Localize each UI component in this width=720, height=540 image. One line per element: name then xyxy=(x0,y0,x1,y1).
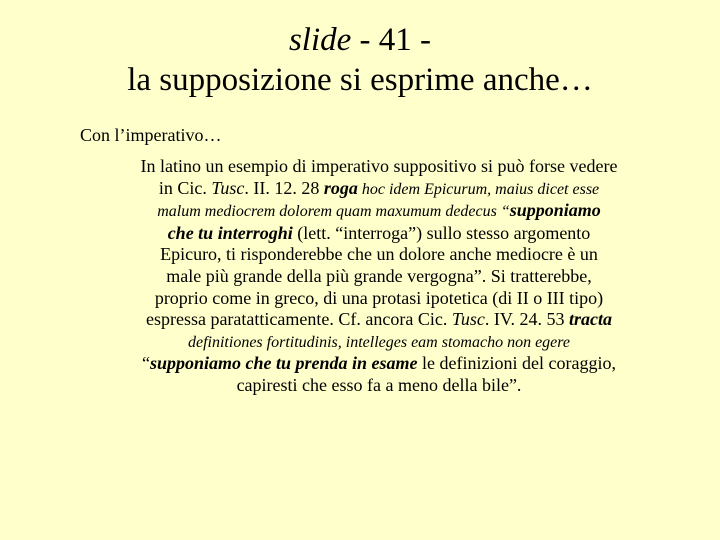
slide-subtitle: la supposizione si esprime anche… xyxy=(127,62,593,98)
para-line-3 xyxy=(82,200,676,223)
text-run-bold-italic: tracta xyxy=(569,309,613,330)
text-run: espressa paratatticamente. Cf. ancora Cic. xyxy=(145,309,452,330)
slide-label: slide xyxy=(288,22,352,58)
text-run-italic: malum mediocrem dolorem quam maxumum dedecus “ xyxy=(157,203,510,221)
text-run: le definizioni del coraggio, xyxy=(417,353,616,374)
text-run-bold-italic: roga xyxy=(323,177,358,198)
para-line-6: male più grande della più grande vergogna”. Si tratterebbe, xyxy=(166,265,592,286)
text-run-italic: Tusc xyxy=(211,177,245,198)
text-run-bold-italic: supponiamo che tu prenda in esame xyxy=(150,353,418,374)
text-run: in Cic. xyxy=(158,177,212,198)
para-line-8 xyxy=(82,309,676,331)
body-paragraph xyxy=(82,156,676,397)
text-run: . IV. 24. 53 xyxy=(484,309,570,330)
para-line-5: Epicuro, ti risponderebbe che un dolore anche mediocre è un xyxy=(160,244,598,265)
text-run-bold-italic: supponiamo xyxy=(509,200,601,221)
text-run: (lett. “interroga”) sullo stesso argomento xyxy=(292,222,591,243)
para-line-2 xyxy=(82,178,676,201)
para-line-11: capiresti che esso fa a meno della bile”. xyxy=(236,374,522,395)
slide-number-line xyxy=(0,20,720,60)
text-run-italic: hoc idem Epicurum, maius dicet esse xyxy=(357,180,600,198)
text-run-italic: Tusc xyxy=(451,309,485,330)
slide-number: - 41 - xyxy=(351,22,432,58)
para-line-10 xyxy=(82,353,676,375)
text-run: . II. 12. 28 xyxy=(244,177,324,198)
slide-title xyxy=(0,20,720,100)
para-line-1: In latino un esempio di imperativo suppositivo si può forse vedere xyxy=(140,156,618,176)
text-run: “ xyxy=(142,353,151,374)
text-run-bold-italic: che tu interroghi xyxy=(167,222,293,243)
para-line-7: proprio come in greco, di una protasi ipotetica (di II o III tipo) xyxy=(154,287,604,308)
text-run-italic: definitiones fortitudinis, intelleges eam stomacho non egere xyxy=(187,333,570,351)
intro-text: Con l’imperativo… xyxy=(80,125,222,145)
para-line-4 xyxy=(82,223,676,245)
para-line-9 xyxy=(82,331,676,354)
